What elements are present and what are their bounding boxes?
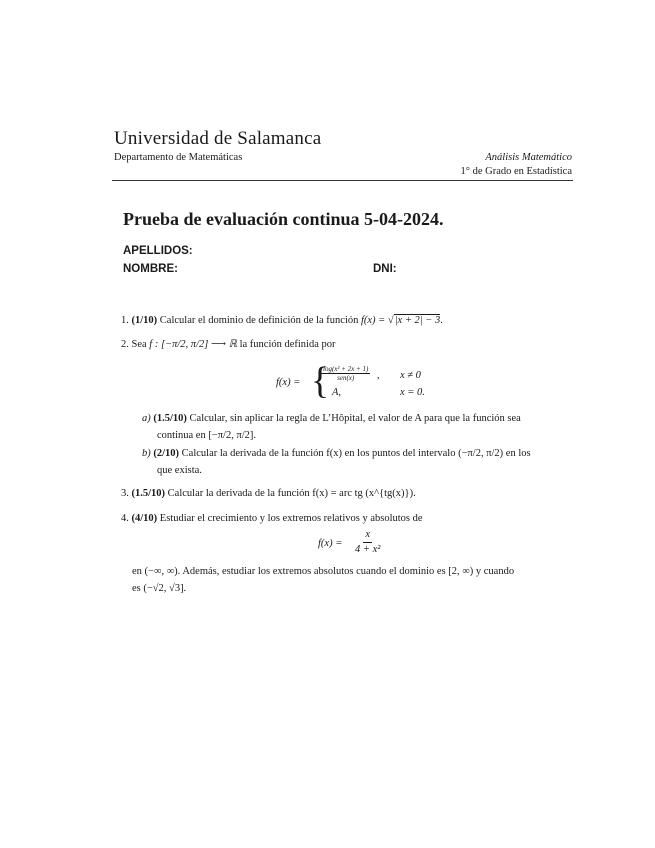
q2-case2-cond: x = 0.: [400, 387, 425, 398]
q4-line1: en (−∞, ∞). Además, estudiar los extremos absolutos cuando el dominio es [2, ∞) y cuando: [132, 566, 515, 577]
q2-case1-cond: x ≠ 0: [400, 370, 421, 381]
q2b-points: (2/10): [153, 448, 180, 459]
q2-map: f : [−π/2, π/2] ⟶ ℝ: [149, 339, 237, 350]
q2b-line1: Calcular la derivada de la función f(x) en los puntos del intervalo (−π/2, π/2) en los: [181, 448, 531, 459]
university-name: Universidad de Salamanca: [114, 128, 322, 149]
q1-text: Calcular el dominio de definición de la función: [159, 315, 359, 326]
nombre-label: NOMBRE:: [123, 263, 178, 275]
question-2: 2. Sea f : [−π/2, π/2] ⟶ ℝ la función definida por: [121, 339, 336, 350]
q2b-label: b): [142, 448, 151, 459]
q1-points: (1/10): [131, 315, 158, 326]
q3-points: (1.5/10): [131, 488, 166, 499]
q1-number: 1.: [121, 315, 129, 326]
department-name: Departamento de Matemáticas: [114, 152, 243, 163]
q2-def-lhs: f(x) =: [276, 377, 301, 388]
dni-label: DNI:: [373, 263, 397, 275]
degree-name: 1° de Grado en Estadística: [460, 166, 572, 177]
q2a-label: a): [142, 413, 151, 424]
sqrt-icon: √: [387, 315, 394, 326]
q3-text: Calcular la derivada de la función f(x) = arc tg (x^{tg(x)}).: [167, 488, 416, 499]
q2-case2-val: A,: [332, 387, 342, 398]
q4-formula-den: 4 + x²: [355, 544, 381, 555]
question-3: [121, 486, 581, 501]
q4-line2: es (−√2, √3].: [132, 583, 187, 594]
q2b-line2: que exista.: [157, 465, 202, 476]
question-1: [121, 313, 581, 328]
q2a-line2: continua en [−π/2, π/2].: [157, 430, 257, 441]
q2-part-a: [142, 411, 582, 443]
q4-continuation: [132, 564, 582, 596]
q2-part-b: [142, 446, 582, 478]
q4-number: 4.: [121, 513, 129, 524]
left-brace-icon: {: [311, 360, 330, 402]
q1-end: .: [440, 315, 443, 326]
q2-intro-b: la función definida por: [239, 339, 336, 350]
q4-points: (4/10): [131, 513, 158, 524]
header-rule: [112, 180, 573, 181]
q2-case1-num: log(x² + 2x + 1): [323, 365, 369, 373]
q2-case1-den: sen(x): [337, 374, 355, 382]
q4-fraction: [353, 528, 382, 557]
q4-formula-lhs: f(x) =: [318, 538, 343, 549]
q4-text: Estudiar el crecimiento y los extremos relativos y absolutos de: [159, 513, 423, 524]
q2a-points: (1.5/10): [153, 413, 187, 424]
subject-name: Análisis Matemático: [485, 152, 572, 163]
apellidos-label: APELLIDOS:: [123, 245, 193, 257]
question-4: [121, 511, 581, 526]
q2-piecewise: f(x) = { log(x² + 2x + 1) sen(x) , x ≠ 0 A, x = 0.: [276, 360, 425, 402]
q3-number: 3.: [121, 488, 129, 499]
exam-title: Prueba de evaluación continua 5-04-2024.: [123, 209, 444, 229]
q1-formula-lhs: f(x) =: [360, 315, 386, 326]
q1-formula-root: |x + 2| − 3: [394, 315, 441, 326]
q2-case1-fraction: [321, 365, 370, 382]
q2-intro-a: Sea: [131, 339, 147, 350]
q2a-line1: Calcular, sin aplicar la regla de L’Hôpital, el valor de A para que la función sea: [189, 413, 521, 424]
q4-formula: [318, 528, 438, 558]
q4-formula-num: x: [363, 528, 372, 543]
